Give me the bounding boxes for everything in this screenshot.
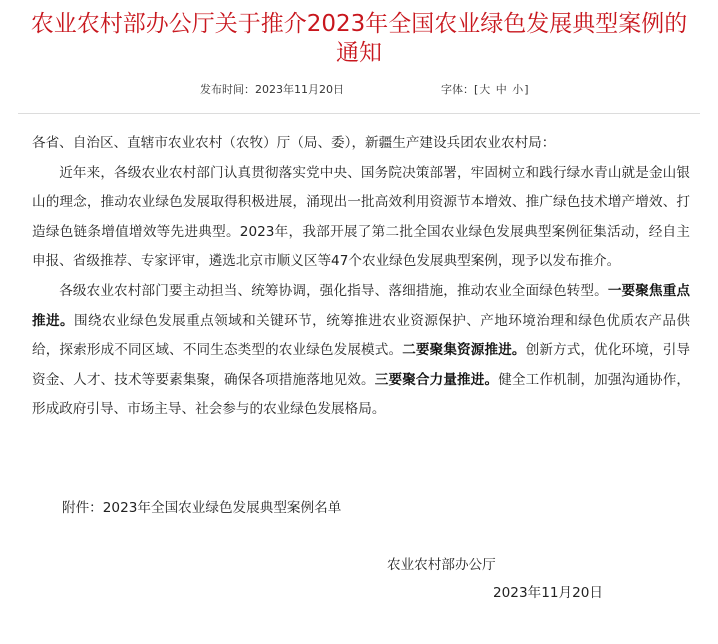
signature-date: 2023年11月20日	[493, 585, 603, 601]
signature: 农业农村部办公厅	[387, 557, 496, 573]
publish-info	[200, 80, 344, 100]
point2-text: 创新方式，优化环境，引导资金、人才、技术等要素集聚，确保各项措施落地见效。	[32, 342, 691, 388]
font-size-control	[441, 80, 529, 100]
font-size-small-button[interactable]: 小	[512, 83, 524, 96]
paragraph-requirements	[32, 277, 690, 425]
font-size-bracket-close: ]	[524, 83, 529, 96]
font-size-label: 字体：	[441, 83, 474, 96]
publish-date: 2023年11月20日	[255, 83, 344, 96]
attachment-link[interactable]: 附件：2023年全国农业绿色发展典型案例名单	[62, 500, 342, 516]
publish-label: 发布时间：	[200, 83, 255, 96]
point3-text: 健全工作机制，加强沟通协作，形成政府引导、市场主导、社会参与的农业绿色发展格局。	[32, 371, 691, 418]
page-title: 农业农村部办公厅关于推介2023年全国农业绿色发展典型案例的通知	[30, 11, 688, 66]
article-meta	[0, 80, 718, 100]
font-size-bracket-open: [	[474, 83, 479, 96]
salutation: 各省、自治区、直辖市农业农村（农牧）厅（局、委），新疆生产建设兵团农业农村局：	[32, 135, 556, 151]
header-divider	[18, 113, 700, 114]
point1-heading: 一要聚焦重点推进。	[32, 282, 691, 329]
font-size-medium-button[interactable]: 中	[495, 83, 507, 96]
point2-heading: 二要聚集资源推进。	[402, 342, 526, 359]
font-size-large-button[interactable]: 大	[479, 83, 491, 96]
point3-heading: 三要聚合力量推进。	[374, 371, 499, 388]
requirements-intro: 各级农业农村部门要主动担当、统筹协调，强化指导、落细措施，推动农业全面绿色转型。	[59, 282, 608, 299]
article-body	[32, 129, 690, 425]
paragraph-intro: 近年来，各级农业农村部门认真贯彻落实党中央、国务院决策部署，牢固树立和践行绿水青山就是金山银山的理念，推动农业绿色发展取得积极进展，涌现出一批高效利用资源节本增效、推广绿色技术增产增效、打造绿色链条增值增效等先进典型。2023年，我部开展了第二批全国农业绿色发展典型案例征集活动，经自主申报、省级推荐、专家评审，遴选北京市顺义区等47个农业绿色发展典型案例，现予以发布推介。	[32, 164, 690, 270]
point1-text: 围绕农业绿色发展重点领域和关键环节，统筹推进农业资源保护、产地环境治理和绿色优质农产品供给，探索形成不同区域、不同生态类型的农业绿色发展模式。	[32, 312, 691, 359]
